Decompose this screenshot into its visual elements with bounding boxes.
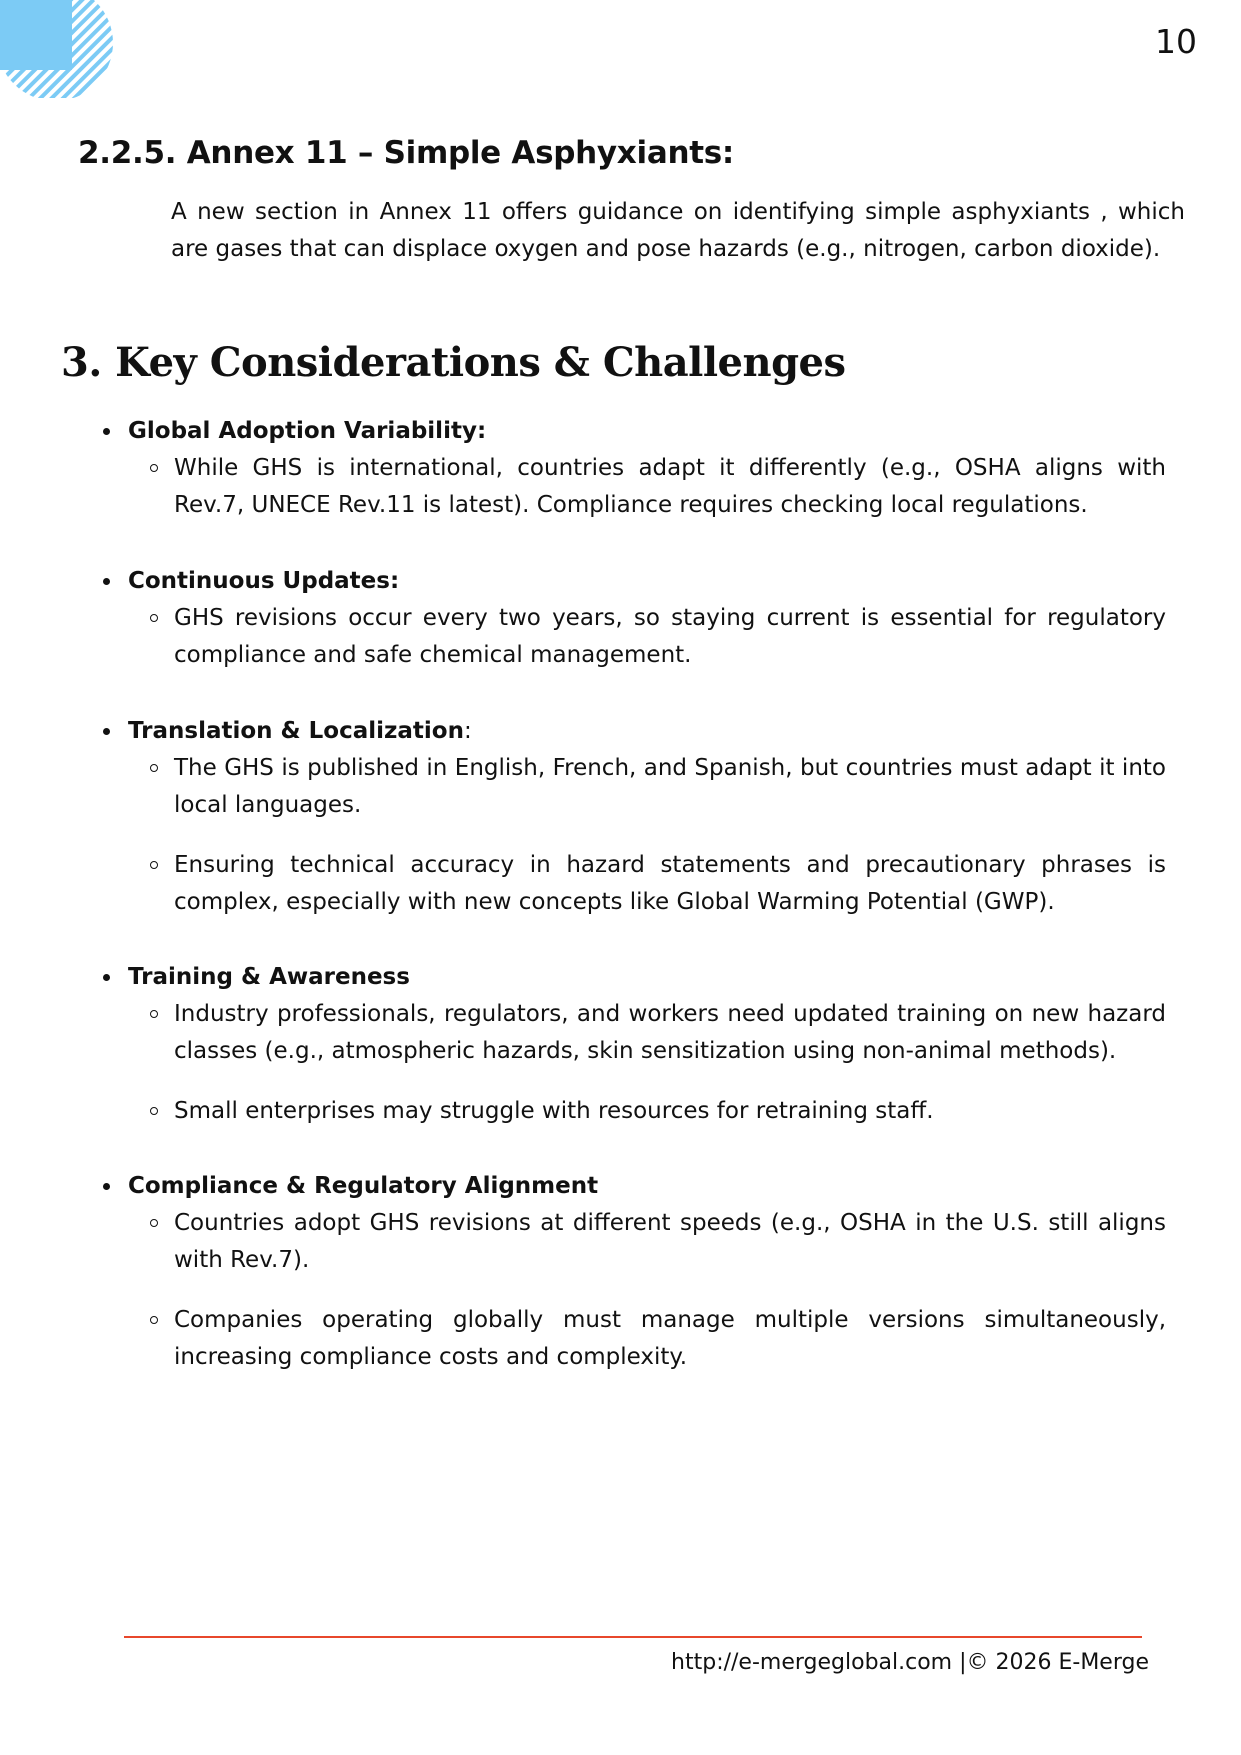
list-item xyxy=(100,1093,1166,1130)
circle-bullet-icon xyxy=(150,1107,158,1115)
circle-bullet-icon xyxy=(150,614,158,622)
consideration-label: Translation & Localization: xyxy=(128,718,472,744)
section-title: 3. Key Considerations & Challenges xyxy=(61,339,846,386)
list-item-text: GHS revisions occur every two years, so staying current is essential for regulatory compliance and safe chemical management. xyxy=(174,605,1166,668)
list-item-text: Industry professionals, regulators, and workers need updated training on new hazard classes (e.g., atmospheric hazards, skin sensitization using non-animal methods). xyxy=(174,1001,1166,1064)
subsection-title: 2.2.5. Annex 11 – Simple Asphyxiants: xyxy=(78,135,734,171)
list-item-text: Countries adopt GHS revisions at different speeds (e.g., OSHA in the U.S. still aligns with Rev.7). xyxy=(174,1210,1166,1273)
consideration-label: Continuous Updates: xyxy=(128,568,400,594)
consideration-global-adoption xyxy=(100,413,1166,524)
corner-logo xyxy=(0,0,115,98)
list-item-text: While GHS is international, countries adapt it differently (e.g., OSHA aligns with Rev.7, UNECE Rev.11 is latest). Compliance requires checking local regulations. xyxy=(174,455,1166,518)
consideration-training-awareness xyxy=(100,959,1166,1130)
list-item-text: The GHS is published in English, French, and Spanish, but countries must adapt it into local languages. xyxy=(174,755,1166,818)
list-item-text: Ensuring technical accuracy in hazard statements and precautionary phrases is complex, especially with new concepts like Global Warming Potential (GWP). xyxy=(174,852,1166,915)
list-item-text: Companies operating globally must manage multiple versions simultaneously, increasing compliance costs and complexity. xyxy=(174,1307,1166,1370)
consideration-label: Training & Awareness xyxy=(128,964,410,990)
bullet-dot-icon xyxy=(103,1183,110,1190)
list-item xyxy=(100,996,1166,1070)
bullet-dot-icon xyxy=(103,428,110,435)
circle-bullet-icon xyxy=(150,464,158,472)
list-item xyxy=(100,847,1166,921)
list-item xyxy=(100,600,1166,674)
page-number: 10 xyxy=(1155,22,1197,61)
consideration-compliance-alignment xyxy=(100,1168,1166,1376)
list-item xyxy=(100,750,1166,824)
bullet-dot-icon xyxy=(103,578,110,585)
circle-bullet-icon xyxy=(150,1219,158,1227)
list-item xyxy=(100,1205,1166,1279)
circle-bullet-icon xyxy=(150,1316,158,1324)
bullet-dot-icon xyxy=(103,974,110,981)
consideration-label: Global Adoption Variability: xyxy=(128,418,487,444)
circle-bullet-icon xyxy=(150,861,158,869)
circle-bullet-icon xyxy=(150,764,158,772)
consideration-continuous-updates xyxy=(100,563,1166,674)
footer-text: http://e-mergeglobal.com |© 2026 E-Merge xyxy=(671,1650,1149,1675)
list-item xyxy=(100,450,1166,524)
subsection-body: A new section in Annex 11 offers guidance on identifying simple asphyxiants , which are gases that can displace oxygen and pose hazards (e.g., nitrogen, carbon dioxide). xyxy=(171,199,1185,262)
consideration-translation-localization xyxy=(100,713,1166,921)
list-item xyxy=(100,1302,1166,1376)
list-item-text: Small enterprises may struggle with resources for retraining staff. xyxy=(174,1098,934,1124)
footer-divider xyxy=(124,1636,1142,1638)
bullet-dot-icon xyxy=(103,728,110,735)
circle-bullet-icon xyxy=(150,1010,158,1018)
consideration-label: Compliance & Regulatory Alignment xyxy=(128,1173,599,1199)
